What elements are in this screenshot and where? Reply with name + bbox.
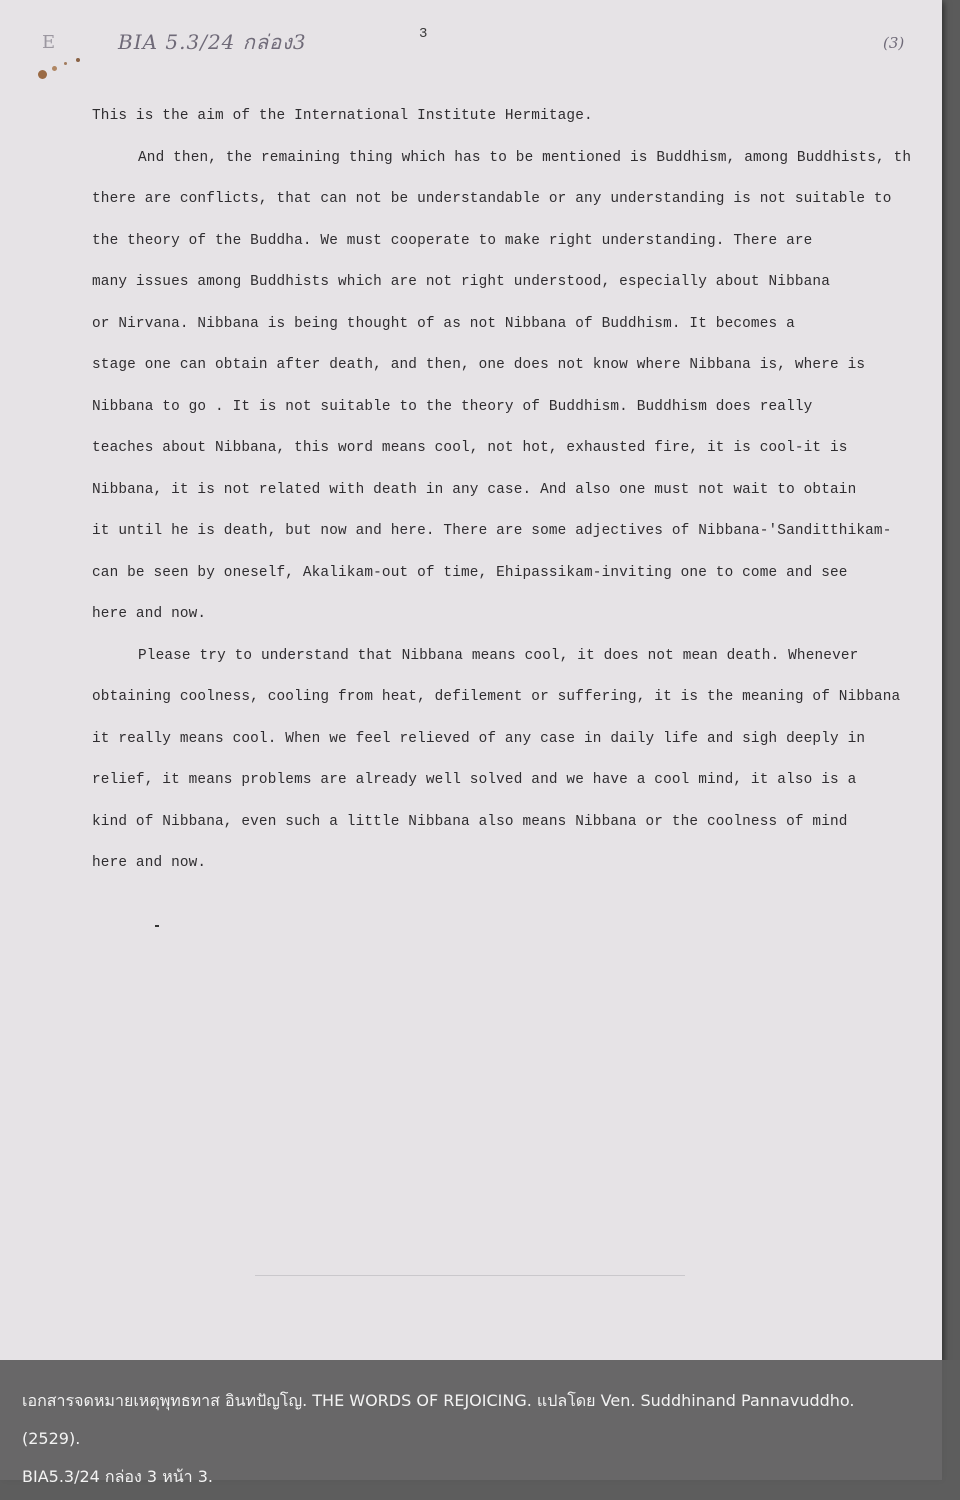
text-line: This is the aim of the International Institute Hermitage. — [92, 108, 593, 124]
caption-reference: BIA5.3/24 กล่อง 3 หน้า 3. — [22, 1467, 214, 1486]
ink-dash — [155, 925, 159, 927]
text-line: many issues among Buddhists which are not right understood, especially about Nibbana — [92, 274, 831, 290]
corner-mark: E — [42, 32, 56, 53]
stain-mark — [76, 58, 80, 62]
caption-title: เอกสารจดหมายเหตุพุทธทาส อินทปัญโญ. THE WORDS OF REJOICING. แปลโดย Ven. Suddhinand Pannavuddho. — [22, 1391, 855, 1410]
text-line: Nibbana, it is not related with death in any case. And also one must not wait to obtain — [92, 481, 857, 498]
text-line: there are conflicts, that can not be understandable or any understanding is not suitable to — [92, 191, 892, 207]
image-caption — [0, 1360, 960, 1500]
typed-body-text — [92, 104, 942, 893]
text-line: here and now. — [92, 606, 207, 622]
text-line: the theory of the Buddha. We must cooperate to make right understanding. There are — [92, 232, 813, 249]
stain-mark — [38, 70, 47, 79]
text-line: obtaining coolness, cooling from heat, defilement or suffering, it is the meaning of Nibbana — [92, 689, 901, 705]
text-line: relief, it means problems are already well solved and we have a cool mind, it also is a — [92, 772, 857, 788]
text-line: teaches about Nibbana, this word means cool, not hot, exhausted fire, it is cool-it is — [92, 440, 848, 456]
text-line: Nibbana to go . It is not suitable to the theory of Buddhism. Buddhism does really — [92, 398, 813, 415]
handwritten-reference: BIA 5.3/24 กล่อง3 — [118, 30, 307, 54]
caption-year: (2529). — [22, 1429, 81, 1448]
page-number: 3 — [419, 26, 428, 42]
stain-mark — [52, 66, 57, 71]
text-line: And then, the remaining thing which has to be mentioned is Buddhism, among Buddhists, th — [138, 149, 912, 166]
text-line: can be seen by oneself, Akalikam-out of time, Ehipassikam-inviting one to come and see — [92, 564, 848, 581]
bleed-through-rule — [255, 1275, 685, 1276]
text-line: it really means cool. When we feel relieved of any case in daily life and sigh deeply in — [92, 730, 866, 747]
text-line: stage one can obtain after death, and then, one does not know where Nibbana is, where is — [92, 357, 866, 373]
text-line: or Nirvana. Nibbana is being thought of as not Nibbana of Buddhism. It becomes a — [92, 315, 795, 332]
text-line: kind of Nibbana, even such a little Nibbana also means Nibbana or the coolness of mind — [92, 813, 848, 830]
handwritten-page-number: (3) — [883, 34, 905, 52]
stain-mark — [64, 62, 67, 65]
text-line: it until he is death, but now and here. There are some adjectives of Nibbana-'Sanditthikam- — [92, 523, 892, 539]
text-line: Please try to understand that Nibbana means cool, it does not mean death. Whenever — [138, 647, 859, 664]
text-line: here and now. — [92, 855, 207, 871]
